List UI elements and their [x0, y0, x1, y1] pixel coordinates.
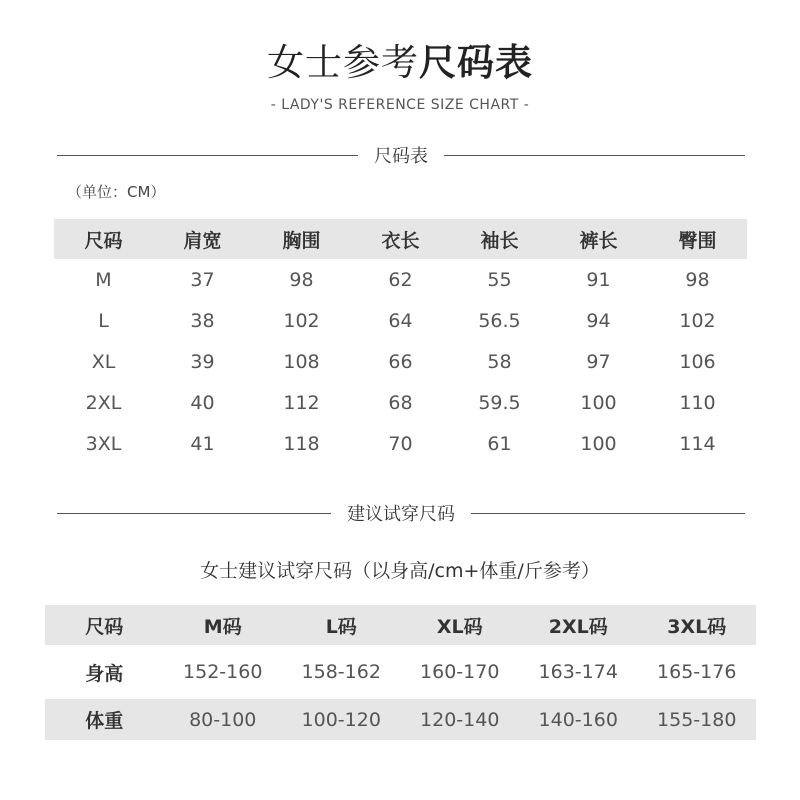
row-header-height: 身高 — [85, 662, 124, 685]
table-cell: 155-180 — [638, 699, 757, 740]
table-cell: 64 — [388, 309, 413, 332]
recommend-title: 女士建议试穿尺码（以身高/cm+体重/斤参考） — [200, 560, 600, 582]
table-cell: 2XL — [85, 391, 122, 414]
table-cell: 100-120 — [282, 699, 401, 740]
table-cell: 40 — [190, 391, 215, 414]
height-row — [45, 645, 756, 699]
recommend-header-cell: 3XL码 — [638, 605, 757, 645]
table-row — [54, 300, 747, 341]
recommend-section-divider — [57, 501, 745, 525]
table-cell: 37 — [190, 268, 215, 291]
table-cell: L — [98, 309, 109, 332]
recommend-table — [45, 605, 756, 740]
size-section-label: 尺码表 — [374, 146, 428, 167]
table-cell: 38 — [190, 309, 215, 332]
size-header-cell: 臀围 — [648, 219, 747, 259]
table-row — [54, 259, 747, 300]
table-cell: 94 — [586, 309, 611, 332]
table-cell: 55 — [487, 268, 512, 291]
table-cell: 102 — [679, 309, 716, 332]
table-cell: 98 — [685, 268, 710, 291]
table-cell: 165-176 — [657, 661, 737, 683]
divider-line-right — [471, 513, 745, 514]
divider-line-left — [57, 155, 358, 156]
size-table-header-row — [54, 219, 747, 259]
table-cell: 68 — [388, 391, 413, 414]
table-cell: 114 — [679, 432, 716, 455]
divider-line-right — [444, 155, 745, 156]
table-cell: 70 — [388, 432, 413, 455]
table-cell: 80-100 — [164, 699, 283, 740]
table-cell: 58 — [487, 350, 512, 373]
table-cell: 102 — [283, 309, 320, 332]
recommend-header-cell: 2XL码 — [519, 605, 638, 645]
table-cell: 106 — [679, 350, 716, 373]
divider-line-left — [57, 513, 331, 514]
table-cell: 39 — [190, 350, 215, 373]
table-cell: 110 — [679, 391, 716, 414]
table-cell: 108 — [283, 350, 320, 373]
recommend-header-cell: M码 — [164, 605, 283, 645]
recommend-section-label: 建议试穿尺码 — [347, 504, 455, 525]
table-row — [54, 423, 747, 464]
size-header-cell: 肩宽 — [153, 219, 252, 259]
table-cell: 112 — [283, 391, 320, 414]
table-cell: 152-160 — [183, 661, 263, 683]
recommend-header-cell: 尺码 — [45, 605, 164, 645]
size-header-cell: 裤长 — [549, 219, 648, 259]
table-cell: 66 — [388, 350, 413, 373]
size-header-cell: 胸围 — [252, 219, 351, 259]
title-bold: 尺码表 — [419, 41, 533, 84]
table-cell: 120-140 — [401, 699, 520, 740]
table-cell: 3XL — [85, 432, 122, 455]
table-cell: 97 — [586, 350, 611, 373]
page-title — [0, 38, 800, 88]
table-row — [54, 382, 747, 423]
size-table — [54, 219, 747, 464]
page-subtitle: - LADY'S REFERENCE SIZE CHART - — [270, 97, 530, 113]
recommend-header-cell: L码 — [282, 605, 401, 645]
size-header-cell: 尺码 — [54, 219, 153, 259]
table-cell: 100 — [580, 391, 617, 414]
table-cell: 140-160 — [519, 699, 638, 740]
table-cell: 59.5 — [478, 391, 521, 414]
recommend-header-cell: XL码 — [401, 605, 520, 645]
table-cell: 163-174 — [538, 661, 618, 683]
table-cell: 160-170 — [420, 661, 500, 683]
table-cell: 98 — [289, 268, 314, 291]
row-header-weight: 体重 — [45, 699, 164, 740]
unit-note: （单位：CM） — [67, 183, 166, 201]
table-cell: 91 — [586, 268, 611, 291]
table-cell: 41 — [190, 432, 215, 455]
table-cell: 100 — [580, 432, 617, 455]
size-section-divider — [57, 143, 745, 167]
table-cell: 158-162 — [301, 661, 381, 683]
table-cell: 62 — [388, 268, 413, 291]
table-cell: XL — [91, 350, 116, 373]
size-header-cell: 衣长 — [351, 219, 450, 259]
table-row — [54, 341, 747, 382]
table-cell: M — [95, 268, 112, 291]
table-cell: 118 — [283, 432, 320, 455]
table-cell: 56.5 — [478, 309, 521, 332]
size-header-cell: 袖长 — [450, 219, 549, 259]
weight-row — [45, 699, 756, 740]
table-cell: 61 — [487, 432, 512, 455]
recommend-table-header-row — [45, 605, 756, 645]
title-regular: 女士参考 — [267, 41, 419, 84]
